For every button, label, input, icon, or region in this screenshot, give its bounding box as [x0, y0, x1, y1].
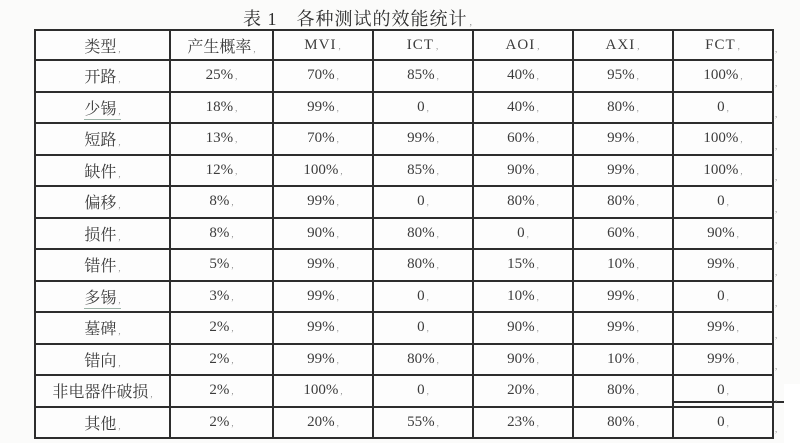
mvi-cell [273, 344, 373, 376]
fct-value: 100% , [703, 162, 742, 178]
axi-value: 80% , [607, 193, 639, 209]
probability-value: 13% , [206, 130, 238, 146]
defect-type-cell [35, 281, 170, 313]
axi-cell [573, 344, 673, 376]
defect-type-cell [35, 312, 170, 344]
mvi-value: 99% , [307, 351, 339, 367]
paragraph-mark-icon: , [775, 361, 778, 371]
probability-cell [170, 344, 273, 376]
aoi-value: 15% , [507, 256, 539, 272]
aoi-cell [473, 155, 573, 187]
fct-cell [673, 281, 773, 313]
aoi-value: 23% , [507, 414, 539, 430]
fct-cell [673, 92, 773, 124]
probability-value: 2% , [209, 351, 233, 367]
column-header-fct: FCT , [673, 30, 773, 60]
probability-cell [170, 218, 273, 250]
mvi-value: 99% , [307, 99, 339, 115]
column-header-ict: ICT , [373, 30, 473, 60]
table-row [35, 123, 773, 155]
paragraph-mark-icon: , [775, 392, 778, 403]
probability-cell [170, 249, 273, 281]
fct-cell [673, 186, 773, 218]
defect-type-label: 错向 , [84, 353, 120, 370]
fct-value: 99% , [707, 351, 739, 367]
aoi-cell [473, 60, 573, 92]
fct-cell [673, 123, 773, 155]
mvi-cell [273, 281, 373, 313]
ict-cell [373, 155, 473, 187]
axi-cell [573, 92, 673, 124]
axi-cell [573, 218, 673, 250]
aoi-value: 90% , [507, 319, 539, 335]
ict-value: 99% , [407, 130, 439, 146]
probability-cell [170, 375, 273, 407]
aoi-cell [473, 123, 573, 155]
axi-value: 10% , [607, 351, 639, 367]
aoi-value: 40% , [507, 67, 539, 83]
table-title: 表 1 各种测试的效能统计 , [0, 5, 716, 31]
ict-value: 0 , [417, 99, 429, 115]
probability-cell [170, 312, 273, 344]
defect-type-cell [35, 92, 170, 124]
ict-cell [373, 407, 473, 439]
defect-type-label: 错件 , [84, 258, 120, 275]
ict-cell [373, 312, 473, 344]
header-row [35, 30, 773, 60]
mvi-cell [273, 375, 373, 407]
table-row [35, 92, 773, 124]
aoi-cell [473, 344, 573, 376]
border-glitch-line [674, 401, 784, 403]
ict-value: 85% , [407, 67, 439, 83]
aoi-value: 10% , [507, 288, 539, 304]
defect-type-cell [35, 218, 170, 250]
table-row [35, 281, 773, 313]
mvi-value: 99% , [307, 193, 339, 209]
axi-cell [573, 249, 673, 281]
fct-value: 0 , [717, 414, 729, 430]
axi-value: 99% , [607, 319, 639, 335]
probability-cell [170, 123, 273, 155]
fct-cell [673, 155, 773, 187]
column-header-mvi: MVI , [273, 30, 373, 60]
mvi-cell [273, 407, 373, 439]
probability-cell [170, 281, 273, 313]
defect-type-cell [35, 407, 170, 439]
column-header-type: 类型 , [35, 30, 170, 60]
aoi-cell [473, 92, 573, 124]
table-row [35, 60, 773, 92]
mvi-value: 70% , [307, 67, 339, 83]
aoi-value: 90% , [507, 162, 539, 178]
axi-cell [573, 123, 673, 155]
column-header-axi: AXI , [573, 30, 673, 60]
paragraph-mark-icon: , [775, 266, 778, 277]
ict-value: 80% , [407, 225, 439, 241]
aoi-cell [473, 186, 573, 218]
mvi-cell [273, 312, 373, 344]
probability-value: 2% , [209, 414, 233, 430]
probability-value: 2% , [209, 319, 233, 335]
table-row [35, 155, 773, 187]
fct-cell [673, 249, 773, 281]
mvi-value: 99% , [307, 288, 339, 304]
fct-value: 99% , [707, 256, 739, 272]
probability-cell [170, 60, 273, 92]
mvi-value: 70% , [307, 130, 339, 146]
defect-type-cell [35, 60, 170, 92]
paragraph-mark-icon: , [775, 235, 778, 245]
aoi-value: 90% , [507, 351, 539, 367]
table-body [35, 60, 773, 438]
defect-type-cell [35, 155, 170, 187]
fct-cell [673, 218, 773, 250]
mvi-cell [273, 249, 373, 281]
mvi-value: 99% , [307, 256, 339, 272]
test-effectiveness-table [34, 29, 774, 439]
ict-cell [373, 218, 473, 250]
fct-cell [673, 344, 773, 376]
axi-cell [573, 312, 673, 344]
fct-value: 100% , [703, 67, 742, 83]
fct-value: 0 , [717, 288, 729, 304]
table-row [35, 186, 773, 218]
defect-type-label: 多锡 , [84, 290, 120, 309]
paragraph-mark-icon: , [775, 298, 778, 308]
axi-cell [573, 155, 673, 187]
ict-cell [373, 344, 473, 376]
probability-value: 25% , [206, 67, 238, 83]
axi-value: 99% , [607, 288, 639, 304]
aoi-value: 80% , [507, 193, 539, 209]
mvi-value: 100% , [303, 382, 342, 398]
defect-type-cell [35, 249, 170, 281]
probability-cell [170, 155, 273, 187]
paragraph-mark-icon: , [775, 203, 778, 214]
mvi-cell [273, 155, 373, 187]
table-row [35, 249, 773, 281]
axi-cell [573, 281, 673, 313]
axi-cell [573, 407, 673, 439]
defect-type-cell [35, 186, 170, 218]
defect-type-cell [35, 375, 170, 407]
probability-cell [170, 186, 273, 218]
probability-value: 18% , [206, 99, 238, 115]
table-row [35, 344, 773, 376]
paragraph-mark-icon: , [775, 140, 778, 151]
paragraph-mark-icon: , [775, 109, 778, 119]
ict-value: 0 , [417, 382, 429, 398]
aoi-cell [473, 375, 573, 407]
mvi-cell [273, 186, 373, 218]
fct-value: 0 , [717, 193, 729, 209]
aoi-cell [473, 312, 573, 344]
axi-value: 80% , [607, 99, 639, 115]
ict-value: 0 , [417, 193, 429, 209]
fct-cell [673, 312, 773, 344]
defect-type-label: 损件 , [84, 227, 120, 244]
mvi-cell [273, 218, 373, 250]
table-row [35, 375, 773, 407]
defect-type-cell [35, 344, 170, 376]
fct-value: 0 , [717, 99, 729, 115]
aoi-value: 60% , [507, 130, 539, 146]
axi-value: 99% , [607, 130, 639, 146]
axi-value: 99% , [607, 162, 639, 178]
axi-value: 95% , [607, 67, 639, 83]
probability-value: 3% , [209, 288, 233, 304]
mvi-cell [273, 123, 373, 155]
defect-type-label: 少锡 , [84, 101, 120, 120]
mvi-cell [273, 92, 373, 124]
ict-value: 85% , [407, 162, 439, 178]
axi-cell [573, 60, 673, 92]
paragraph-mark-icon: , [775, 424, 778, 434]
table-row [35, 218, 773, 250]
defect-type-label: 其他 , [84, 416, 120, 433]
aoi-value: 40% , [507, 99, 539, 115]
paragraph-mark-icon: , [775, 172, 778, 182]
probability-value: 12% , [206, 162, 238, 178]
paragraph-mark-icon: , [775, 329, 778, 340]
defect-type-label: 偏移 , [84, 195, 120, 212]
axi-cell [573, 375, 673, 407]
defect-type-label: 缺件 , [84, 164, 120, 181]
column-header-probability: 产生概率 , [170, 30, 273, 60]
probability-value: 2% , [209, 382, 233, 398]
ict-cell [373, 92, 473, 124]
defect-type-label: 墓碑 , [84, 321, 120, 338]
fct-value: 100% , [703, 130, 742, 146]
axi-cell [573, 186, 673, 218]
mvi-value: 99% , [307, 319, 339, 335]
aoi-cell [473, 407, 573, 439]
ict-cell [373, 60, 473, 92]
ict-value: 0 , [417, 288, 429, 304]
aoi-value: 20% , [507, 382, 539, 398]
aoi-cell [473, 218, 573, 250]
ict-cell [373, 375, 473, 407]
fct-value: 90% , [707, 225, 739, 241]
fct-cell [673, 60, 773, 92]
ict-value: 0 , [417, 319, 429, 335]
ict-value: 80% , [407, 256, 439, 272]
ict-cell [373, 186, 473, 218]
ict-value: 80% , [407, 351, 439, 367]
probability-value: 8% , [209, 193, 233, 209]
aoi-value: 0 , [517, 225, 529, 241]
probability-cell [170, 92, 273, 124]
defect-type-label: 短路 , [84, 132, 120, 149]
axi-value: 80% , [607, 382, 639, 398]
mvi-cell [273, 60, 373, 92]
probability-cell [170, 407, 273, 439]
axi-value: 60% , [607, 225, 639, 241]
ict-cell [373, 123, 473, 155]
axi-value: 10% , [607, 256, 639, 272]
ict-value: 55% , [407, 414, 439, 430]
table-row [35, 312, 773, 344]
paragraph-mark-icon: , [775, 77, 778, 88]
mvi-value: 100% , [303, 162, 342, 178]
aoi-cell [473, 249, 573, 281]
aoi-cell [473, 281, 573, 313]
fct-value: 99% , [707, 319, 739, 335]
paragraph-mark-icon: , [775, 44, 778, 54]
mvi-value: 90% , [307, 225, 339, 241]
ict-cell [373, 249, 473, 281]
mvi-value: 20% , [307, 414, 339, 430]
probability-value: 8% , [209, 225, 233, 241]
defect-type-label: 非电器件破损 , [52, 384, 152, 401]
probability-value: 5% , [209, 256, 233, 272]
defect-type-cell [35, 123, 170, 155]
ict-cell [373, 281, 473, 313]
fct-cell [673, 407, 773, 439]
column-header-aoi: AOI , [473, 30, 573, 60]
axi-value: 80% , [607, 414, 639, 430]
table-row [35, 407, 773, 439]
defect-type-label: 开路 , [84, 69, 120, 86]
fct-value: 0 , [717, 382, 729, 398]
